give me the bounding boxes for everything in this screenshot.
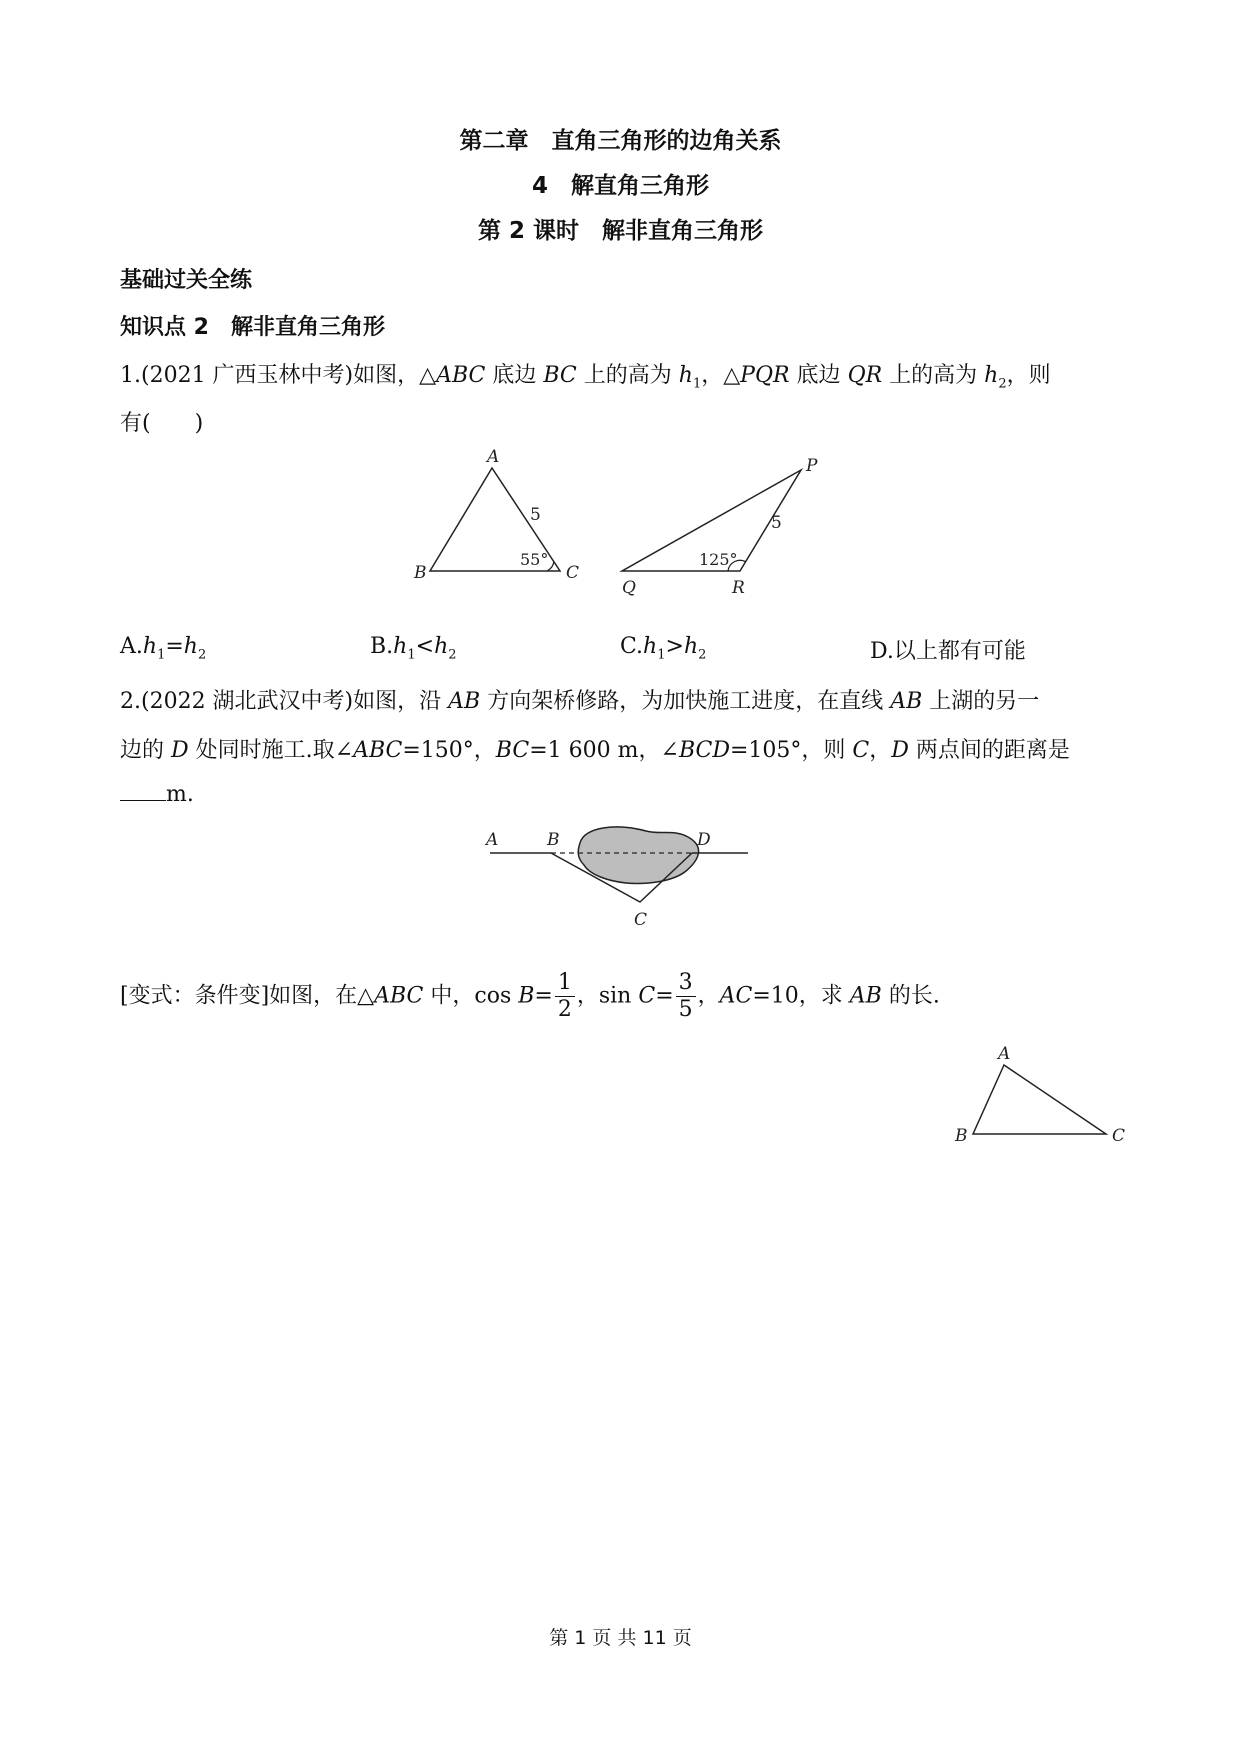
label-c: C — [634, 910, 648, 930]
label-r: R — [732, 578, 745, 598]
label-d: D — [697, 830, 711, 850]
option-c[interactable]: $C.h_1>h_2$ — [620, 634, 707, 663]
label-q: Q — [622, 578, 636, 598]
answer-blank[interactable] — [120, 782, 166, 801]
practice-heading: 基础过关全练 — [120, 268, 253, 293]
triangle-abc-figure — [413, 447, 579, 583]
section-title: 4 解直角三角形 — [531, 173, 709, 199]
side-label-5: 5 — [530, 505, 541, 525]
q2-line2: 边的 D 处同时施工.取∠ABC=150°，BC=1 600 m，∠BCD=105°，则 C，D 两点间的距离是 — [120, 738, 1070, 763]
label-b: B — [414, 563, 427, 583]
lesson-title: 第 2 课时 解非直角三角形 — [477, 218, 764, 244]
label-a: A — [487, 447, 500, 467]
lake-shape — [578, 827, 698, 884]
label-a: A — [486, 830, 499, 850]
q2-figure — [480, 815, 760, 930]
q1-line1: 1.(2021 广西玉林中考)如图，△ABC 底边 BC 上的高为 $h_1$，△PQR 底边 QR 上的高为 $h_2$，则 — [120, 363, 1051, 392]
angle-label-125: 125° — [699, 550, 738, 569]
fraction-three-fifths: $\frac{3}{5}$ — [676, 970, 696, 1023]
side-label-5b: 5 — [771, 513, 782, 533]
option-b[interactable]: $B.h_1<h_2$ — [370, 634, 457, 663]
q2-line1: 2.(2022 湖北武汉中考)如图，沿 AB 方向架桥修路，为加快施工进度，在直线 AB 上湖的另一 — [120, 689, 1040, 714]
label-b: B — [955, 1126, 968, 1146]
label-p: P — [806, 456, 818, 476]
variant-figure — [950, 1040, 1130, 1150]
label-c: C — [566, 563, 580, 583]
q1-line2: 有( ) — [120, 411, 204, 436]
knowledge-point-heading: 知识点 2 解非直角三角形 — [120, 315, 385, 340]
q1-figure — [410, 440, 818, 600]
triangle-pqr-figure — [622, 456, 818, 598]
fraction-one-half: $\frac{1}{2}$ — [555, 970, 575, 1023]
q2-line3: m. — [120, 782, 194, 807]
page-footer: 第 1 页 共 11 页 — [549, 1627, 692, 1649]
label-b: B — [547, 830, 560, 850]
variant-question: [变式：条件变]如图，在△ABC 中，cos B= $\frac{1}{2}$ ，sin C= $\frac{3}{5}$ ，AC=10，求 AB 的长. — [120, 970, 940, 1022]
option-a[interactable]: $A.h_1=h_2$ — [120, 634, 207, 663]
angle-label-55: 55° — [520, 550, 549, 569]
label-a: A — [998, 1044, 1011, 1064]
chapter-title: 第二章 直角三角形的边角关系 — [459, 128, 782, 154]
option-d[interactable]: D.以上都有可能 — [870, 639, 1026, 664]
label-c: C — [1112, 1126, 1126, 1146]
